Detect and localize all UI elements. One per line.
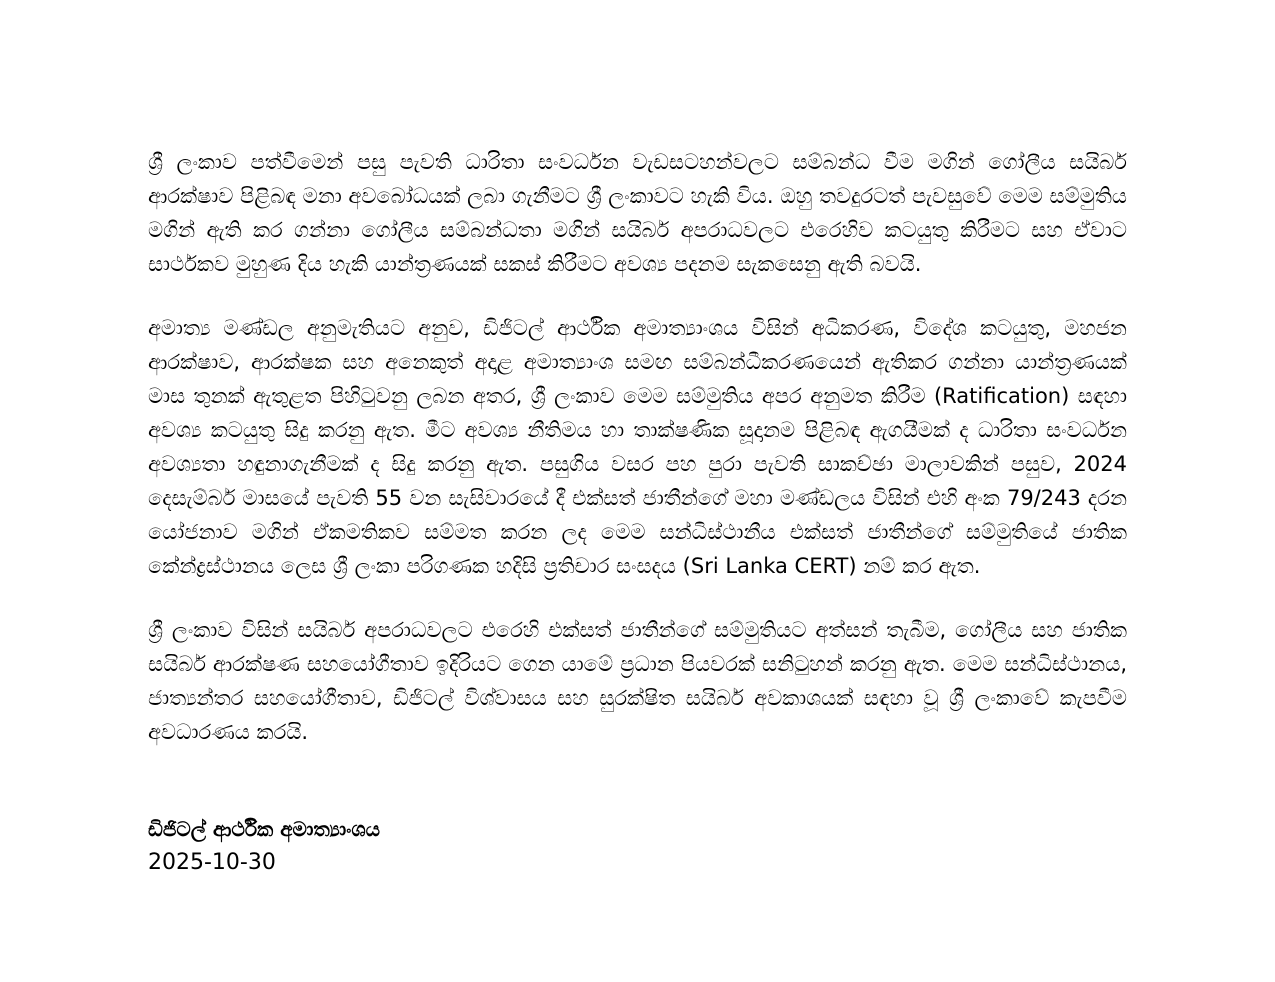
paragraph-2: අමාත්‍ය මණ්ඩල අනුමැතියට අනුව, ඩිජිටල් ආර්ථික අමාත්‍යාංශය විසින් අධිකරණ, විදේශ කටයුතු, මහජන ආරක්ෂාව, ආරක්ෂක සහ අනෙකුත් අදාළ අමාත්‍යාංශ සමඟ සම්බන්ධීකරණයෙන් ඇතිකර ගන්නා යාන්ත්‍රණයක් මාස තුනක් ඇතුළත පිහිටුවනු ලබන අතර, ශ්‍රී ලංකාව මෙම සම්මුතිය අපර අනුමත කිරීම (Ratification) සඳහා අවශ්‍ය කටයුතු සිදු කරනු ඇත. මීට අවශ්‍ය නීතිමය හා තාක්ෂණික සූදානම පිළිබඳ ඇගයීමක් ද ධාරිතා සංවර්ධන අවශ්‍යතා හඳුනාගැනීමක් ද සිදු කරනු ඇත. පසුගිය වසර පහ පුරා පැවති සාකච්ඡා මාලාවකින් පසුව, 2024 දෙසැම්බර් මාසයේ පැවති 55 වන සැසිවාරයේ දී එක්සත් ජාතීන්ගේ මහා මණ්ඩලය විසින් එහි අංක 79/243 දරන යෝජනාව මගින් ඒකමතිකව සම්මත කරන ලද මෙම සන්ධිස්ථානීය එක්සත් ජාතීන්ගේ සම්මුතියේ ජාතික කේන්ද්‍රස්ථානය ලෙස ශ්‍රී ලංකා පරිගණක හදිසි ප්‍රතිචාර සංසදය (Sri Lanka CERT) නම් කර ඇත. bbox=[148, 316, 1127, 578]
organization-name: ඩිජිටල් ආර්ථික අමාත්‍යාංශය bbox=[148, 817, 381, 841]
paragraph-1: ශ්‍රී ලංකාව පත්වීමෙන් පසු පැවති ධාරිතා සංවර්ධන වැඩසටහන්වලට සම්බන්ධ වීම මගින් ගෝලීය සයිබර් ආරක්ෂාව පිළිබඳ මනා අවබෝධයක් ලබා ගැනීමට ශ්‍රී ලංකාවට හැකි විය. ඔහු තවදුරටත් පැවසුවේ මෙම සම්මුතිය මගින් ඇති කර ගන්නා ගෝලීය සම්බන්ධතා මගින් සයිබර් අපරාධවලට එරෙහිව කටයුතු කිරීමට සහ ඒවාට සාර්ථකව මුහුණ දිය හැකි යාන්ත්‍රණයක් සකස් කිරීමට අවශ්‍ය පදනම සැකසෙනු ඇති බවයි. bbox=[148, 150, 1127, 276]
paragraph-3: ශ්‍රී ලංකාව විසින් සයිබර් අපරාධවලට එරෙහි එක්සත් ජාතීන්ගේ සම්මුතියට අත්සන් තැබීම, ගෝලීය සහ ජාතික සයිබර් ආරක්ෂණ සහයෝගීතාව ඉදිරියට ගෙන යාමේ ප්‍රධාන පියවරක් සනිටුහන් කරනු ඇත. මෙම සන්ධිස්ථානය, ජාත්‍යන්තර සහයෝගීතාව, ඩිජිටල් විශ්වාසය සහ සුරක්ෂිත සයිබර් අවකාශයක් සඳහා වූ ශ්‍රී ලංකාවේ කැපවීම අවධාරණය කරයි. bbox=[148, 618, 1127, 744]
document-date: 2025-10-30 bbox=[148, 850, 276, 875]
signature-block bbox=[148, 813, 1127, 881]
